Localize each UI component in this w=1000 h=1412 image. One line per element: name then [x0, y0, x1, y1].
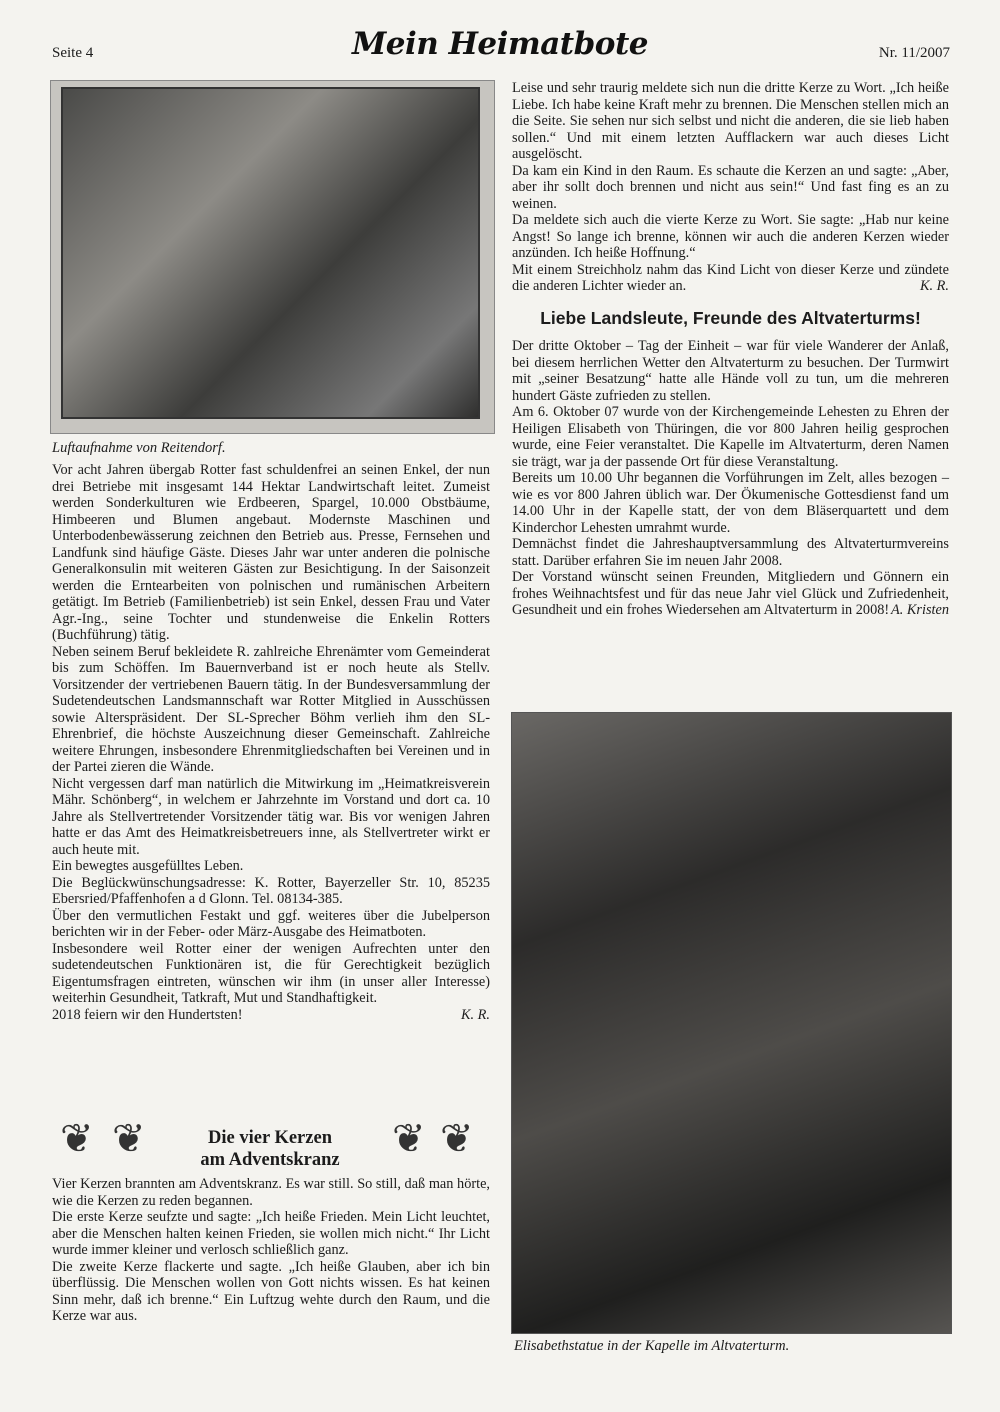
- aerial-photo: [50, 80, 495, 434]
- paragraph: Die Beglückwünschungsadresse: K. Rotter, Bayerzeller Str. 10, 85235 Ebersried/Pfaffenhofen a d Glonn. Tel. 08134-385.: [52, 874, 490, 907]
- paragraph: Vor acht Jahren übergab Rotter fast schuldenfrei an seinen Enkel, der nun drei Betriebe mit insgesamt 144 Hektar Landwirtschaft leitet. Zumeist werden Sonderkulturen wie Erdbeeren, Spargel, 10.000 Obstbäume, Himbeeren und Blumen angebaut. Modernste Maschinen und Unterbodenbewässerung zeichnen den Betrieb aus. Presse, Fernsehen und Landfunk sind häufige Gäste. Dieses Jahr war unter anderen die polnische Generalkonsulin mit weiteren Gästen zur Besichtigung. In der Saisonzeit werden die Erntearbeiten von polnischen und rumänischen Arbeitern getätigt. Im Betrieb (Familienbetrieb) ist sein Enkel, dessen Frau und Vater Agr.-Ing., seine Tochter und stundenweise die Enkelin Rotters (Buchführung) tätig.: [52, 462, 490, 643]
- paragraph: Insbesondere weil Rotter einer der wenigen Aufrechten unter den sudetendeutschen Funktionären ist, die für Gerechtigkeit bezüglich Eigentumsfragen eintreten, wünschen wir ihm (in unser aller Interesse) weiterhin Gesundheit, Tatkraft, Mut und Standhaftigkeit.: [52, 940, 490, 1006]
- kerzen-title: Die vier Kerzen am Adventskranz: [200, 1128, 340, 1170]
- masthead-logo: Mein Heimatbote: [351, 26, 649, 62]
- paragraph: Bereits um 10.00 Uhr begannen die Vorführungen im Zelt, alles bezogen – wie es vor 800 Jahren üblich war. Der Ökumenische Gottesdienst fand um 14.00 Uhr in der Kapelle statt, der von dem Bläserquartett und dem Kinderchor Lehesten umrahmt wurde.: [512, 470, 949, 536]
- signature: K. R.: [920, 278, 949, 294]
- candle-ornament-icon: ❦: [392, 1116, 426, 1161]
- right-column: [512, 80, 949, 619]
- paragraph: Nicht vergessen darf man natürlich die Mitwirkung im „Heimatkreisverein Mähr. Schönberg“, in welchem er Jahrzehnte im Vorstand und dort ca. 10 Jahre als Stellvertretender Vorsitzender tätig war. Bis vor wenigen Jahren hatte er das Amt des Heimatkreisbetreuers inne, als Stellvertreter wirkt er auch heute mit.: [52, 775, 490, 858]
- paragraph: Leise und sehr traurig meldete sich nun die dritte Kerze zu Wort. „Ich heiße Liebe. Ich habe keine Kraft mehr zu brennen. Die Menschen stellen mich an die Seite. Sie sehen nur sich selbst und nicht die anderen, die sie lieb haben sollen.“ Und mit einem letzten Aufflackern war auch dieses Licht ausgelöscht.: [512, 80, 949, 162]
- article-title: Liebe Landsleute, Freunde des Altvaterturms!: [540, 307, 921, 328]
- paragraph: Über den vermutlichen Festakt und ggf. weiteres über die Jubelperson berichten wir in der Feber- oder März-Ausgabe des Heimatboten.: [52, 907, 490, 940]
- paragraph: Demnächst findet die Jahreshauptversammlung des Altvaterturmvereins statt. Darüber erfahren Sie im neuen Jahr 2008.: [512, 536, 949, 569]
- paragraph: Da kam ein Kind in den Raum. Es schaute die Kerzen an und sagte: „Aber, aber ihr sollt doch brennen und nicht aus sein!“ Und fast fing es an zu weinen.: [512, 162, 949, 212]
- candle-ornament-icon: ❦: [440, 1116, 474, 1161]
- kerzen-article: [52, 1176, 490, 1325]
- signature: A. Kristen: [891, 602, 949, 618]
- signature: K. R.: [461, 1006, 490, 1023]
- statue-photo-caption: Elisabethstatue in der Kapelle im Altvaterturm.: [514, 1338, 790, 1354]
- paragraph-last: 2018 feiern wir den Hundertsten! K. R.: [52, 1006, 490, 1023]
- page-number: Seite 4: [52, 45, 94, 61]
- issue-number: Nr. 11/2007: [878, 45, 950, 61]
- candle-ornament-icon: ❦: [112, 1116, 146, 1161]
- paragraph: Ein bewegtes ausgefülltes Leben.: [52, 858, 244, 874]
- paragraph: Vier Kerzen brannten am Adventskranz. Es war still. So still, daß man hörte, wie die Kerzen zu reden begannen.: [52, 1176, 490, 1209]
- paragraph: Die erste Kerze seufzte und sagte: „Ich heiße Frieden. Mein Licht leuchtet, aber die Menschen halten keinen Frieden, sie wollen mich nicht.“ Ihr Licht wurde immer kleiner und verlosch schließlich ganz.: [52, 1209, 490, 1258]
- paragraph: Neben seinem Beruf bekleidete R. zahlreiche Ehrenämter vom Gemeinderat bis zum Schöffen. Im Bauernverband ist er noch heute als Stellv. Vorsitzender der vertriebenen Bauern tätig. In der Bundesversammlung der Sudetendeutschen Landsmannschaft war Rotter Mitglied in Ausschüssen sowie Alterspräsident. Der SL-Sprecher Böhm verlieh ihm den SL-Ehrenbrief, die höchste Auszeichnung dieser Gemeinschaft. Zahlreiche weitere Ehrungen, insbesondere Ehrenmitgliedschaften bei Vereinen und in der Partei zieren die Wände.: [52, 643, 490, 775]
- aerial-photo-caption: Luftaufnahme von Reitendorf.: [52, 440, 226, 456]
- paragraph: Der dritte Oktober – Tag der Einheit – war für viele Wanderer der Anlaß, bei diesem herrlichen Wetter den Altvaterturm zu besuchen. Der Turmwirt mit „seiner Besatzung“ hatte alle Hände voll zu tun, um die mehreren hundert Gäste zufrieden zu stellen.: [512, 338, 949, 404]
- paragraph-last: Der Vorstand wünscht seinen Freunden, Mitgliedern und Gönnern ein frohes Weihnachtsfest und für das neue Jahr viel Glück und Zufriedenheit, Gesundheit und ein frohes Wiedersehen am Altvaterturm in 2008! A. Kristen: [512, 569, 949, 618]
- paragraph: Am 6. Oktober 07 wurde von der Kirchengemeinde Lehesten zu Ehren der Heiligen Elisabeth von Thüringen, die vor 800 Jahren heilig gesprochen wurde, eine Feier veranstaltet. Die Kapelle im Altvaterturm, deren Namen sie trägt, war ja der passende Ort für diese Veranstaltung.: [512, 404, 949, 470]
- elisabeth-statue-photo: [511, 712, 952, 1334]
- paragraph: Da meldete sich auch die vierte Kerze zu Wort. Sie sagte: „Hab nur keine Angst! So lange ich brenne, können wir auch die anderen Kerzen wieder anzünden. Ich heiße Hoffnung.“: [512, 212, 949, 261]
- candle-ornament-icon: ❦: [60, 1116, 94, 1161]
- paragraph-last: Mit einem Streichholz nahm das Kind Licht von dieser Kerze und zündete die anderen Lichter wieder an. K. R.: [512, 261, 949, 294]
- left-column-article: [52, 462, 490, 1023]
- paragraph: Die zweite Kerze flackerte und sagte. „Ich heiße Glauben, aber ich bin überflüssig. Die Menschen wollen von Gott nichts wissen. Es hat keinen Sinn mehr, daß ich brenne.“ Ein Luftzug wehte durch den Raum, und die Kerze war aus.: [52, 1258, 490, 1324]
